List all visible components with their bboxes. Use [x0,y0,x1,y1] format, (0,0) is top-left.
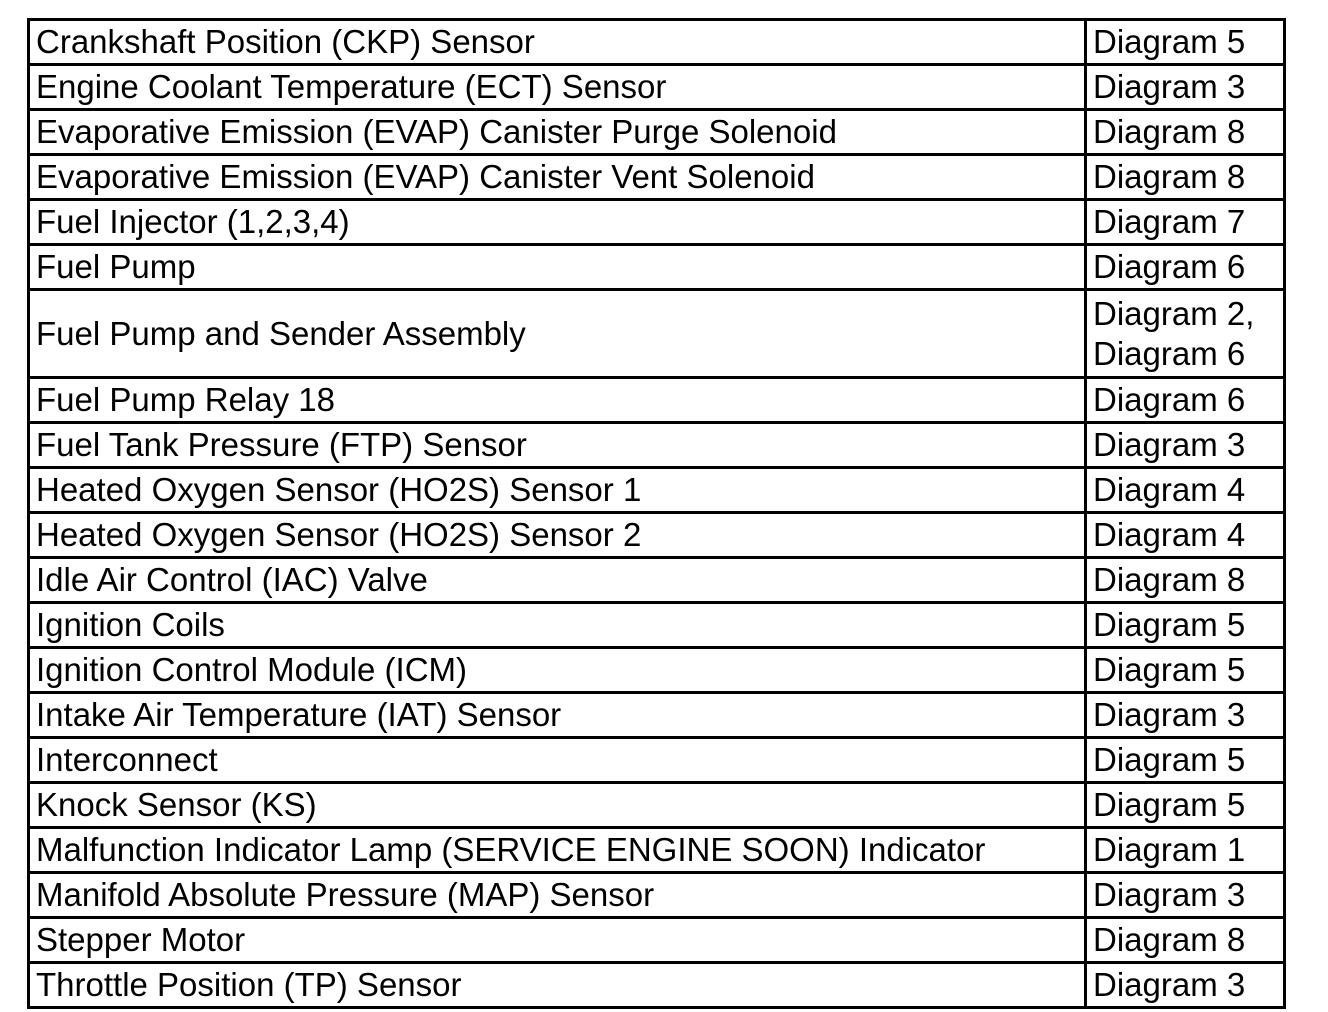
diagram-reference: Diagram 5 [1093,651,1246,688]
table-row [29,693,1285,738]
diagram-reference-cell [1086,873,1285,918]
table-row [29,290,1285,378]
component-name-cell: Fuel Tank Pressure (FTP) Sensor [29,423,1086,468]
table-row [29,558,1285,603]
diagram-reference: Diagram 2, [1093,294,1255,332]
component-name-cell: Ignition Coils [29,603,1086,648]
diagram-reference: Diagram 5 [1093,23,1246,60]
diagram-reference: Diagram 1 [1093,831,1246,868]
table-row [29,378,1285,423]
diagram-reference-cell [1086,783,1285,828]
diagram-reference-cell [1086,603,1285,648]
diagram-reference-cell [1086,290,1285,378]
diagram-reference-cell [1086,200,1285,245]
table-row [29,513,1285,558]
diagram-reference-cell [1086,245,1285,290]
diagram-reference-cell [1086,423,1285,468]
component-name-cell: Knock Sensor (KS) [29,783,1086,828]
component-name-cell: Heated Oxygen Sensor (HO2S) Sensor 1 [29,468,1086,513]
component-name-cell: Evaporative Emission (EVAP) Canister Purge Solenoid [29,110,1086,155]
table-row [29,783,1285,828]
table-row [29,110,1285,155]
component-name-cell: Crankshaft Position (CKP) Sensor [29,20,1086,65]
diagram-reference-cell [1086,20,1285,65]
diagram-reference: Diagram 4 [1093,516,1246,553]
table-row [29,918,1285,963]
diagram-reference-cell [1086,110,1285,155]
component-name-cell: Throttle Position (TP) Sensor [29,963,1086,1008]
diagram-reference-cell [1086,65,1285,110]
diagram-reference: Diagram 4 [1093,471,1246,508]
diagram-reference-cell [1086,738,1285,783]
diagram-reference-cell [1086,648,1285,693]
diagram-reference-cell [1086,513,1285,558]
diagram-reference-cell [1086,918,1285,963]
table-row [29,828,1285,873]
diagram-reference: Diagram 6 [1093,248,1246,285]
component-name-cell: Interconnect [29,738,1086,783]
diagram-reference: Diagram 3 [1093,426,1246,463]
diagram-reference: Diagram 3 [1093,696,1246,733]
component-name-cell: Fuel Pump [29,245,1086,290]
table-row [29,200,1285,245]
diagram-reference-cell [1086,378,1285,423]
table-row [29,155,1285,200]
component-name-cell: Malfunction Indicator Lamp (SERVICE ENGINE SOON) Indicator [29,828,1086,873]
table-row [29,603,1285,648]
diagram-reference-cell [1086,693,1285,738]
component-name-cell: Fuel Injector (1,2,3,4) [29,200,1086,245]
diagram-reference: Diagram 5 [1093,786,1246,823]
diagram-reference: Diagram 5 [1093,741,1246,778]
diagram-reference: Diagram 3 [1093,966,1246,1003]
table-row [29,468,1285,513]
table-row [29,648,1285,693]
diagram-reference: Diagram 6 [1093,334,1246,372]
table-row [29,20,1285,65]
component-name-cell: Manifold Absolute Pressure (MAP) Sensor [29,873,1086,918]
diagram-reference: Diagram 8 [1093,158,1246,195]
diagram-reference: Diagram 5 [1093,606,1246,643]
diagram-reference: Diagram 7 [1093,203,1246,240]
component-name-cell: Fuel Pump Relay 18 [29,378,1086,423]
component-name-cell: Idle Air Control (IAC) Valve [29,558,1086,603]
diagram-reference-cell [1086,828,1285,873]
component-name-cell: Evaporative Emission (EVAP) Canister Vent Solenoid [29,155,1086,200]
component-diagram-index-table [27,18,1286,1009]
diagram-reference: Diagram 3 [1093,68,1246,105]
table-row [29,65,1285,110]
diagram-reference-cell [1086,963,1285,1008]
component-name-cell: Engine Coolant Temperature (ECT) Sensor [29,65,1086,110]
table-row [29,738,1285,783]
component-name-cell: Stepper Motor [29,918,1086,963]
table-row [29,873,1285,918]
table-row [29,963,1285,1008]
table-body [29,20,1285,1008]
component-name-cell: Fuel Pump and Sender Assembly [29,290,1086,378]
diagram-reference: Diagram 3 [1093,876,1246,913]
diagram-reference: Diagram 8 [1093,113,1246,150]
diagram-reference: Diagram 8 [1093,561,1246,598]
diagram-reference-cell [1086,558,1285,603]
table-row [29,423,1285,468]
diagram-reference-cell [1086,155,1285,200]
diagram-reference: Diagram 8 [1093,921,1246,958]
component-name-cell: Intake Air Temperature (IAT) Sensor [29,693,1086,738]
diagram-reference-cell [1086,468,1285,513]
table-row [29,245,1285,290]
diagram-reference: Diagram 6 [1093,381,1246,418]
component-name-cell: Ignition Control Module (ICM) [29,648,1086,693]
component-name-cell: Heated Oxygen Sensor (HO2S) Sensor 2 [29,513,1086,558]
